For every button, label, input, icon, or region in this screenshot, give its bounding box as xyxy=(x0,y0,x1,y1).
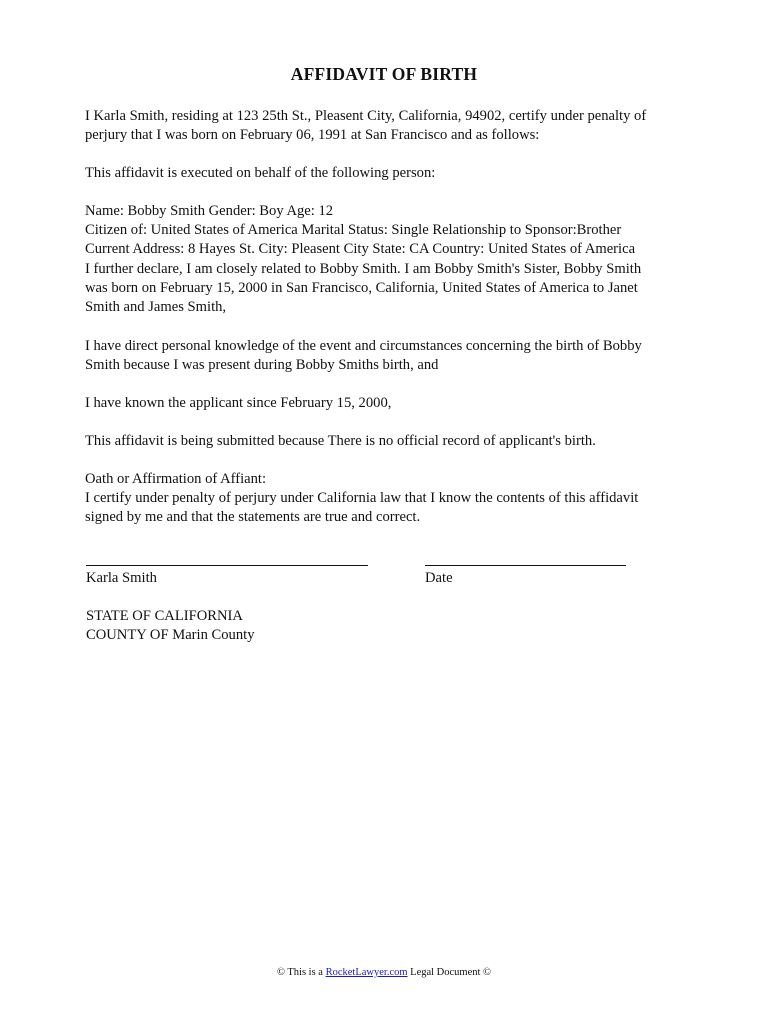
footer xyxy=(0,967,768,978)
date-label: Date xyxy=(425,570,453,586)
oath-line: I certify under penalty of perjury under California law that I know the contents of this affidavit xyxy=(85,490,639,507)
signer-name: Karla Smith xyxy=(86,570,157,586)
footer-suffix: Legal Document © xyxy=(407,967,492,978)
knowledge-line: I have direct personal knowledge of the event and circumstances concerning the birth of Bobby xyxy=(85,338,642,354)
signature-line xyxy=(86,565,368,566)
knowledge-paragraph xyxy=(85,337,685,375)
rocketlawyer-link[interactable]: RocketLawyer.com xyxy=(325,967,408,978)
intro-line: perjury that I was born on February 06, 1991 at San Francisco and as follows: xyxy=(85,127,540,144)
state-line: STATE OF CALIFORNIA xyxy=(86,608,243,624)
date-line xyxy=(425,565,626,566)
footer-prefix: © This is a xyxy=(276,967,326,978)
person-detail-line: Current Address: 8 Hayes St. City: Pleasent City State: CA Country: United States of America xyxy=(85,241,636,258)
state-county-block xyxy=(86,607,255,645)
oath-line: Oath or Affirmation of Affiant: xyxy=(85,471,267,487)
intro-line: I Karla Smith, residing at 123 25th St., Pleasent City, California, 94902, certify under penalty of xyxy=(85,108,647,124)
knowledge-line: Smith because I was present during Bobby Smiths birth, and xyxy=(85,357,439,374)
oath-paragraph xyxy=(85,470,685,528)
reason-paragraph xyxy=(85,432,685,451)
person-details-paragraph xyxy=(85,202,685,317)
behalf-line: This affidavit is executed on behalf of the following person: xyxy=(85,165,436,181)
person-detail-line: was born on February 15, 2000 in San Francisco, California, United States of America to Janet xyxy=(85,279,638,296)
oath-line: signed by me and that the statements are true and correct. xyxy=(85,509,421,526)
person-detail-line: Citizen of: United States of America Marital Status: Single Relationship to Sponsor:Brother xyxy=(85,222,622,239)
known-since-line: I have known the applicant since February 15, 2000, xyxy=(85,395,392,411)
person-detail-line: Name: Bobby Smith Gender: Boy Age: 12 xyxy=(85,203,334,219)
person-detail-line: Smith and James Smith, xyxy=(85,299,227,316)
intro-paragraph xyxy=(85,107,685,145)
known-since-paragraph xyxy=(85,394,685,413)
person-detail-line: I further declare, I am closely related to Bobby Smith. I am Bobby Smith's Sister, Bobby Smith xyxy=(85,260,642,277)
county-line: COUNTY OF Marin County xyxy=(86,627,255,644)
behalf-paragraph xyxy=(85,164,685,183)
reason-line: This affidavit is being submitted because There is no official record of applicant's birth. xyxy=(85,433,596,449)
document-title: AFFIDAVIT OF BIRTH xyxy=(290,64,478,84)
